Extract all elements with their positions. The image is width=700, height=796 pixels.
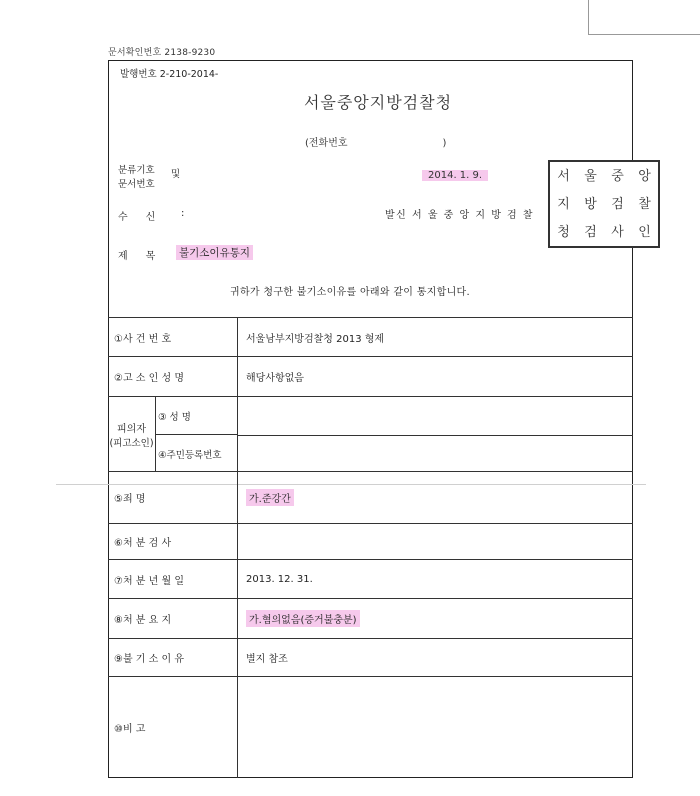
phone-label: (전화번호 xyxy=(305,138,348,149)
seal-char: 앙 xyxy=(638,168,651,184)
suspect-divider xyxy=(238,435,633,436)
phone-number-line xyxy=(305,134,455,149)
prosecutor-label: ⑥처 분 검 사 xyxy=(108,524,238,559)
complainant-value: 해당사항없음 xyxy=(246,373,304,384)
offense-label: ⑤죄 명 xyxy=(108,472,238,523)
seal-char: 검 xyxy=(584,224,597,240)
offense-highlight: 가.준강간 xyxy=(246,489,294,506)
table-row xyxy=(108,523,633,559)
recipient-label: 수신 xyxy=(118,212,174,223)
seal-char: 중 xyxy=(611,168,624,184)
case-number-value: 서울남부지방검찰청 2013 형제 xyxy=(246,333,385,345)
suspect-group-subtitle: (피고소인) xyxy=(109,438,154,449)
suspect-id-label: ④주민등록번호 xyxy=(156,435,238,472)
seal-char: 울 xyxy=(584,168,597,184)
reason-value: 별지 참조 xyxy=(246,654,288,665)
seal-char: 검 xyxy=(611,196,624,212)
phone-close: ) xyxy=(442,138,447,149)
document-confirm-number: 문서확인번호 2138-9230 xyxy=(108,48,216,58)
classification-code-label: 분류기호 xyxy=(118,165,155,176)
table-row xyxy=(108,356,633,396)
suspect-name-label: ③ 성 명 xyxy=(156,397,238,435)
official-seal xyxy=(548,160,660,248)
seal-char: 방 xyxy=(584,196,597,212)
document-number-label: 문서번호 xyxy=(118,179,155,190)
disposal-gist-highlight: 가.혐의없음(증거불충분) xyxy=(246,610,360,627)
seal-char: 지 xyxy=(557,196,570,212)
table-row xyxy=(108,598,633,638)
remarks-label: ⑩비 고 xyxy=(108,677,238,778)
disposal-date-label: ⑦처 분 년 월 일 xyxy=(108,560,238,598)
table-row xyxy=(108,676,633,778)
complainant-label: ②고 소 인 성 명 xyxy=(108,357,238,396)
suspect-group-label xyxy=(108,397,156,472)
disposal-gist-value xyxy=(246,599,360,638)
suspect-row xyxy=(108,396,633,471)
subject-label: 제목 xyxy=(118,251,174,262)
sender-line: 발신 서 울 중 앙 지 방 검 찰 xyxy=(385,210,535,221)
seal-char: 청 xyxy=(557,224,570,240)
disposal-gist-label: ⑧처 분 요 지 xyxy=(108,599,238,638)
subject-value: 불기소이유통지 xyxy=(176,245,253,260)
table-row xyxy=(108,559,633,598)
table-row xyxy=(108,471,633,523)
classification-and: 및 xyxy=(171,169,181,180)
reason-label: ⑨불 기 소 이 유 xyxy=(108,639,238,676)
seal-char: 찰 xyxy=(638,196,651,212)
recipient-colon: : xyxy=(181,208,185,219)
suspect-group-title: 피의자 xyxy=(117,424,146,435)
intro-sentence: 귀하가 청구한 불기소이유를 아래와 같이 통지합니다. xyxy=(230,287,470,298)
disposal-date-value: 2013. 12. 31. xyxy=(246,573,313,585)
agency-title: 서울중앙지방검찰청 xyxy=(303,93,453,112)
seal-char: 인 xyxy=(638,224,651,240)
issue-number: 발행번호 2-210-2014- xyxy=(120,69,219,80)
seal-char: 사 xyxy=(611,224,624,240)
document-date: 2014. 1. 9. xyxy=(422,170,488,181)
case-number-label: ①사 건 번 호 xyxy=(108,318,238,356)
table-row xyxy=(108,638,633,676)
seal-char: 서 xyxy=(557,168,570,184)
page-fold-edge xyxy=(588,0,700,35)
offense-value xyxy=(246,472,294,523)
table-row xyxy=(108,317,633,356)
